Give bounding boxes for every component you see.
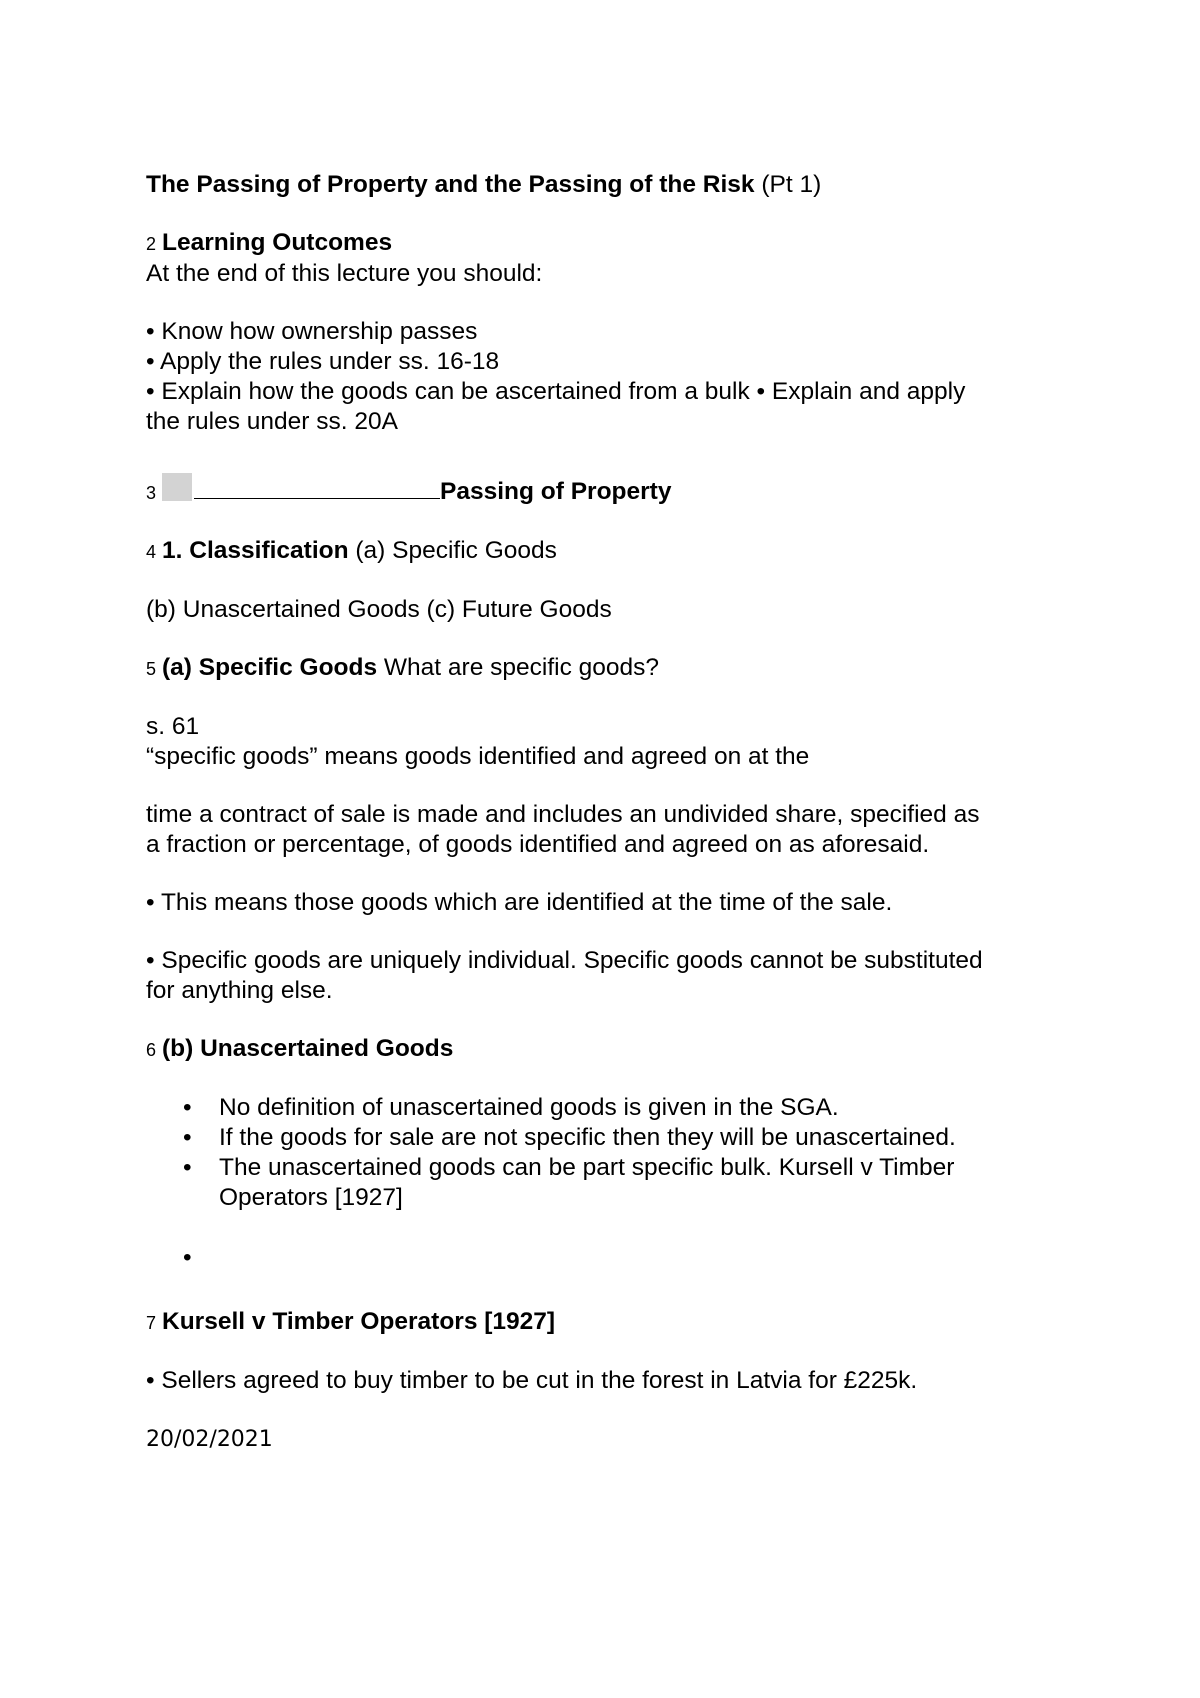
outcome-line: • Apply the rules under ss. 16-18 — [146, 348, 500, 375]
heading-rest: What are specific goods? — [377, 654, 660, 681]
heading-text: Passing of Property — [440, 478, 672, 505]
section-2-heading — [146, 228, 1076, 259]
outcome-line: • Know how ownership passes — [146, 318, 478, 345]
heading-text: Kursell v Timber Operators [1927] — [162, 1308, 556, 1335]
title-rest: (Pt 1) — [754, 171, 822, 198]
heading-text: 1. Classification — [162, 537, 349, 564]
list-item: • The unascertained goods can be part specific bulk. Kursell v Timber Operators [1927] — [219, 1153, 979, 1213]
heading-rest: (a) Specific Goods — [348, 537, 557, 564]
document-title — [146, 170, 1076, 200]
explanation-line: • Specific goods are uniquely individual. Specific goods cannot be substituted — [146, 947, 983, 974]
heading-text: (b) Unascertained Goods — [162, 1035, 454, 1062]
title-bold: The Passing of Property and the Passing of the Risk — [146, 171, 755, 198]
case-fact-line: • Sellers agreed to buy timber to be cut in the forest in Latvia for £225k. — [146, 1367, 918, 1394]
heading-text: Learning Outcomes — [162, 229, 393, 256]
explanation-line: • This means those goods which are identified at the time of the sale. — [146, 889, 893, 916]
list-item: • If the goods for sale are not specific then they will be unascertained. — [219, 1123, 1076, 1153]
document-body — [146, 170, 1076, 1396]
classification-line: (b) Unascertained Goods (c) Future Goods — [146, 596, 612, 623]
statute-section: s. 61 — [146, 713, 200, 740]
outcome-line: • Explain how the goods can be ascertained from a bulk • Explain and apply — [146, 378, 966, 405]
slide-number: 5 — [146, 659, 157, 679]
section-2-intro: At the end of this lecture you should: — [146, 260, 543, 287]
list-item — [219, 1243, 1076, 1273]
definition-line: “specific goods” means goods identified and agreed on at the — [146, 743, 810, 770]
slide-number: 2 — [146, 234, 157, 254]
outcome-line: the rules under ss. 20A — [146, 408, 398, 435]
slide-number: 3 — [146, 483, 157, 503]
slide-number: 4 — [146, 542, 157, 562]
section-7-heading — [146, 1307, 1076, 1338]
section-4-heading — [146, 536, 1076, 567]
definition-line: time a contract of sale is made and includes an undivided share, specified as — [146, 801, 980, 828]
section-6-heading — [146, 1034, 1076, 1065]
placeholder-image-icon — [162, 473, 192, 501]
slide-number: 7 — [146, 1313, 157, 1333]
slide-number: 6 — [146, 1040, 157, 1060]
explanation-line: for anything else. — [146, 977, 333, 1004]
definition-line: a fraction or percentage, of goods identified and agreed on as aforesaid. — [146, 831, 930, 858]
underline-rule — [194, 478, 440, 499]
heading-text: (a) Specific Goods — [162, 654, 378, 681]
footer-date: 20/02/2021 — [146, 1427, 273, 1452]
section-5-heading — [146, 653, 1076, 684]
section-3-heading — [146, 473, 1076, 508]
unascertained-list — [146, 1093, 1076, 1273]
list-item: • No definition of unascertained goods is given in the SGA. — [219, 1093, 1076, 1123]
